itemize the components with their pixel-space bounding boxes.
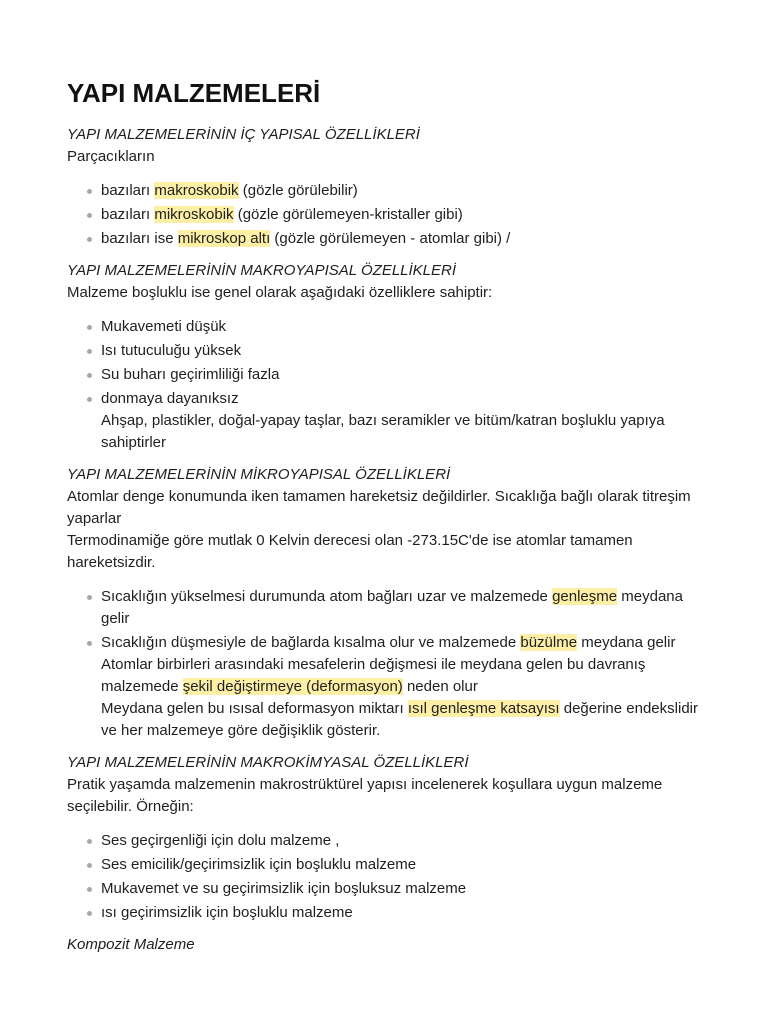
list-note: Ahşap, plastikler, doğal-yapay taşlar, bazı seramikler ve bitüm/katran boşluklu yapıya sahiptirler — [101, 412, 665, 451]
highlighted-term: genleşme — [552, 588, 618, 605]
section-heading-ic-yapisal: YAPI MALZEMELERİNİN İÇ YAPISAL ÖZELLİKLERİ — [67, 126, 420, 143]
bullet-list — [67, 830, 708, 924]
list-item: Ses emicilik/geçirimsizlik için boşluklu malzeme — [101, 854, 708, 876]
highlighted-term: büzülme — [520, 634, 578, 651]
list-item: Mukavemet ve su geçirimsizlik için boşluksuz malzeme — [101, 878, 708, 900]
section-paragraph: Pratik yaşamda malzemenin makrostrüktürel yapısı incelenerek koşullara uygun malzeme seçilebilir. Örneğin: — [67, 776, 663, 815]
bullet-list — [67, 180, 708, 250]
section-paragraph: Atomlar denge konumunda iken tamamen hareketsiz değildirler. Sıcaklığa bağlı olarak titreşim yaparlar — [67, 488, 691, 527]
list-item: Su buharı geçirimliliği fazla — [101, 364, 708, 386]
section-paragraph: Termodinamiğe göre mutlak 0 Kelvin derecesi olan -273.15C'de ise atomlar tamamen hareketsizdir. — [67, 532, 633, 571]
highlighted-term: ısıl genleşme katsayısı — [407, 700, 560, 717]
list-item: Sıcaklığın düşmesiyle de bağlarda kısalma olur ve malzemede büzülme meydana gelir Atomlar birbirleri arasındaki mesafelerin değişmesi ile meydana gelen bu davranış malzemede şekil değiştirmeye (deformasyon) neden olur Meydana gelen bu ısısal deformasyon miktarı ısıl genleşme katsayısı değerine endekslidir ve her malzemeye göre değişiklik gösterir. — [101, 632, 708, 742]
list-item: Mukavemeti düşük — [101, 316, 708, 338]
section-intro: Malzeme boşluklu ise genel olarak aşağıdaki özelliklere sahiptir: — [67, 284, 493, 301]
highlighted-term: makroskobik — [154, 182, 239, 199]
section-intro: Parçacıkların — [67, 148, 155, 165]
bullet-list — [67, 586, 708, 742]
highlighted-term: mikroskobik — [154, 206, 234, 223]
list-item: Sıcaklığın yükselmesi durumunda atom bağları uzar ve malzemede genleşme meydana gelir — [101, 586, 708, 630]
section-heading-makrokimyasal: YAPI MALZEMELERİNİN MAKROKİMYASAL ÖZELLİKLERİ — [67, 754, 469, 771]
list-item: Ses geçirgenliği için dolu malzeme , — [101, 830, 708, 852]
bullet-list — [67, 316, 708, 454]
section-heading-makroyapisal: YAPI MALZEMELERİNİN MAKROYAPISAL ÖZELLİKLERİ — [67, 262, 457, 279]
list-item: bazıları mikroskobik (gözle görülemeyen-kristaller gibi) — [101, 204, 708, 226]
highlighted-term: şekil değiştirmeye (deformasyon) — [182, 678, 403, 695]
page-title: YAPI MALZEMELERİ — [67, 78, 321, 108]
list-item: bazıları ise mikroskop altı (gözle görülemeyen - atomlar gibi) / — [101, 228, 708, 250]
list-item: bazıları makroskobik (gözle görülebilir) — [101, 180, 708, 202]
list-item: Isı tutuculuğu yüksek — [101, 340, 708, 362]
list-item: donmaya dayanıksız Ahşap, plastikler, doğal-yapay taşlar, bazı seramikler ve bitüm/katran boşluklu yapıya sahiptirler — [101, 388, 708, 454]
section-heading-mikroyapisal: YAPI MALZEMELERİNİN MİKROYAPISAL ÖZELLİKLERİ — [67, 466, 451, 483]
highlighted-term: mikroskop altı — [177, 230, 271, 247]
section-heading-kompozit: Kompozit Malzeme — [67, 936, 195, 953]
list-item: ısı geçirimsizlik için boşluklu malzeme — [101, 902, 708, 924]
